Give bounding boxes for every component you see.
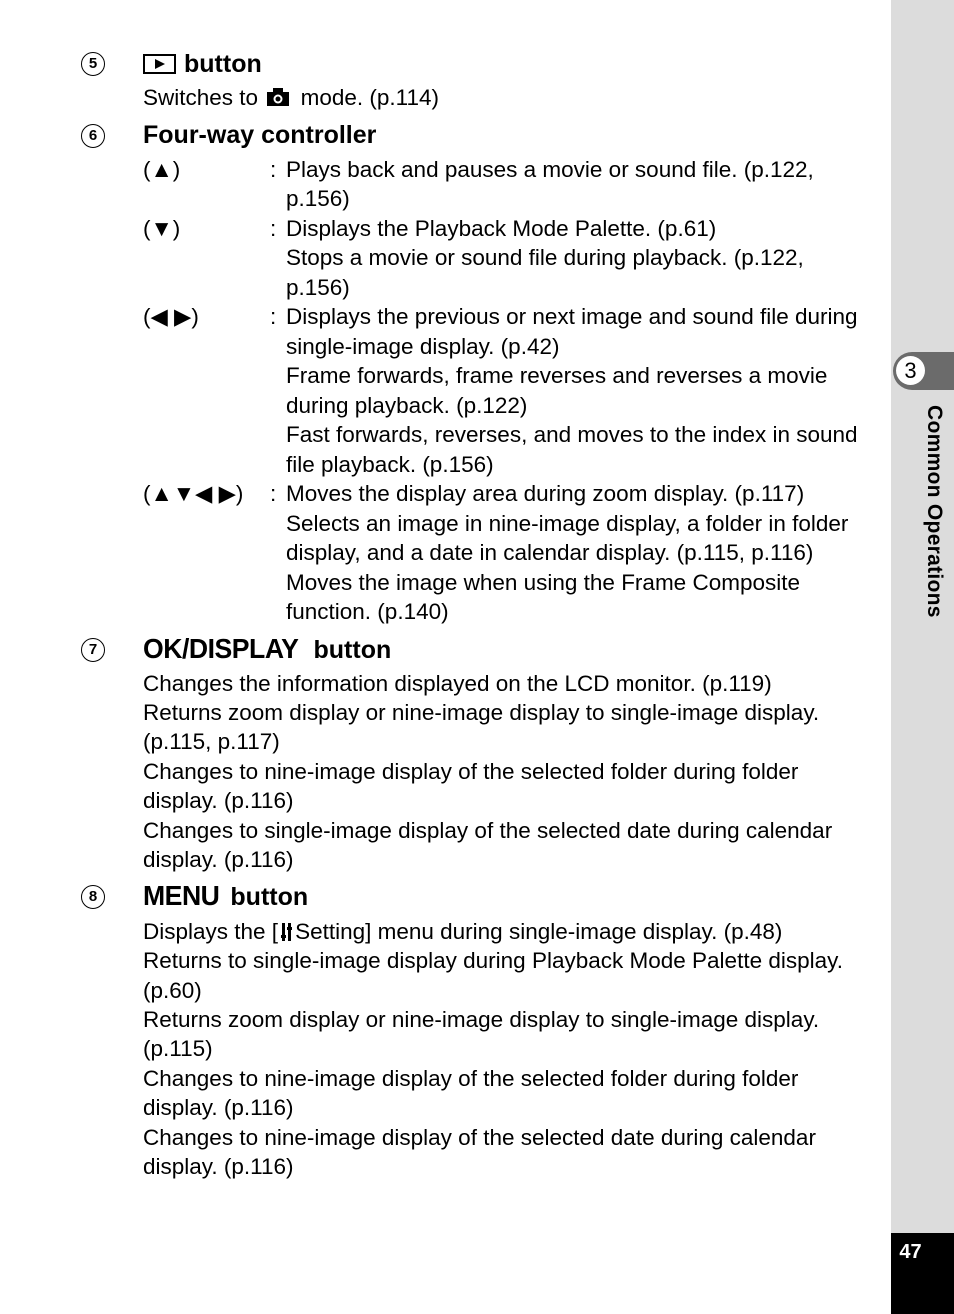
key-left-right: (◀ ▶) <box>143 304 199 329</box>
menu-key: MENU <box>143 880 220 911</box>
item-marker-6: 6 <box>81 124 105 148</box>
item8-heading <box>143 880 308 912</box>
desc-line: Moves the image when using the Frame Composite <box>286 570 800 595</box>
desc-line: Moves the display area during zoom display. (p.117) <box>286 481 805 506</box>
desc-line: Changes the information displayed on the LCD monitor. (p.119) <box>143 671 772 696</box>
desc-line: Changes to nine-image display of the selected date during calendar <box>143 1125 816 1150</box>
desc-part: Displays the [ <box>143 919 279 944</box>
desc-line: display. (p.116) <box>143 1095 294 1120</box>
key-all-directions: (▲▼◀ ▶) <box>143 481 244 506</box>
playback-icon <box>143 54 176 74</box>
chapter-side-tab <box>891 0 954 1314</box>
item5-desc-after: mode. (p.114) <box>300 85 439 110</box>
desc-line: display, and a date in calendar display. (p.115, p.116) <box>286 540 814 565</box>
item5-desc-before: Switches to <box>143 85 259 110</box>
camera-icon <box>266 87 292 107</box>
page-number: 47 <box>899 1241 922 1263</box>
desc-line: display. (p.116) <box>143 847 294 872</box>
desc-line: Fast forwards, reverses, and moves to the index in sound <box>286 422 858 447</box>
item-marker-5: 5 <box>81 52 105 76</box>
desc-line: Frame forwards, frame reverses and reverses a movie <box>286 363 828 388</box>
colon: : <box>270 216 277 241</box>
desc-line: display. (p.116) <box>143 788 294 813</box>
desc-line: function. (p.140) <box>286 599 449 624</box>
desc-line: Plays back and pauses a movie or sound file. (p.122, <box>286 157 814 182</box>
desc-part: Setting] menu during single-image display. (p.48) <box>295 919 783 944</box>
key-up: (▲) <box>143 157 181 182</box>
desc-line: Changes to nine-image display of the selected folder during folder <box>143 759 799 784</box>
item6-heading: Four-way controller <box>143 121 377 149</box>
desc-line: Stops a movie or sound file during playback. (p.122, <box>286 245 804 270</box>
desc-line <box>143 919 782 945</box>
desc-line: (p.60) <box>143 978 202 1003</box>
desc-line: during playback. (p.122) <box>286 393 528 418</box>
item7-heading <box>143 633 391 665</box>
colon: : <box>270 481 277 506</box>
desc-line: Returns zoom display or nine-image display to single-image display. <box>143 700 820 725</box>
desc-line: Displays the Playback Mode Palette. (p.61) <box>286 216 717 241</box>
colon: : <box>270 157 277 182</box>
colon: : <box>270 304 277 329</box>
desc-line: Changes to nine-image display of the selected folder during folder <box>143 1066 799 1091</box>
item-marker-8: 8 <box>81 885 105 909</box>
item7-heading-word: button <box>313 636 392 664</box>
desc-line: p.156) <box>286 275 350 300</box>
desc-line: Selects an image in nine-image display, a folder in folder <box>286 511 849 536</box>
item5-description <box>143 85 439 111</box>
wrench-setting-icon <box>280 922 293 942</box>
item5-heading-word: button <box>184 50 262 78</box>
desc-line: file playback. (p.156) <box>286 452 494 477</box>
ok-display-key: OK/DISPLAY <box>143 633 299 664</box>
item-marker-7: 7 <box>81 638 105 662</box>
item5-heading <box>143 50 262 79</box>
desc-line: (p.115, p.117) <box>143 729 280 754</box>
desc-line: Returns to single-image display during Playback Mode Palette display. <box>143 948 843 973</box>
desc-line: single-image display. (p.42) <box>286 334 560 359</box>
desc-line: Displays the previous or next image and sound file during <box>286 304 858 329</box>
desc-line: Returns zoom display or nine-image display to single-image display. <box>143 1007 820 1032</box>
key-down: (▼) <box>143 216 181 241</box>
desc-line: (p.115) <box>143 1036 213 1061</box>
desc-line: Changes to single-image display of the selected date during calendar <box>143 818 833 843</box>
item8-heading-word: button <box>230 883 309 911</box>
chapter-title: Common Operations <box>923 405 946 618</box>
desc-line: p.156) <box>286 186 350 211</box>
desc-line: display. (p.116) <box>143 1154 294 1179</box>
chapter-number: 3 <box>896 356 925 385</box>
